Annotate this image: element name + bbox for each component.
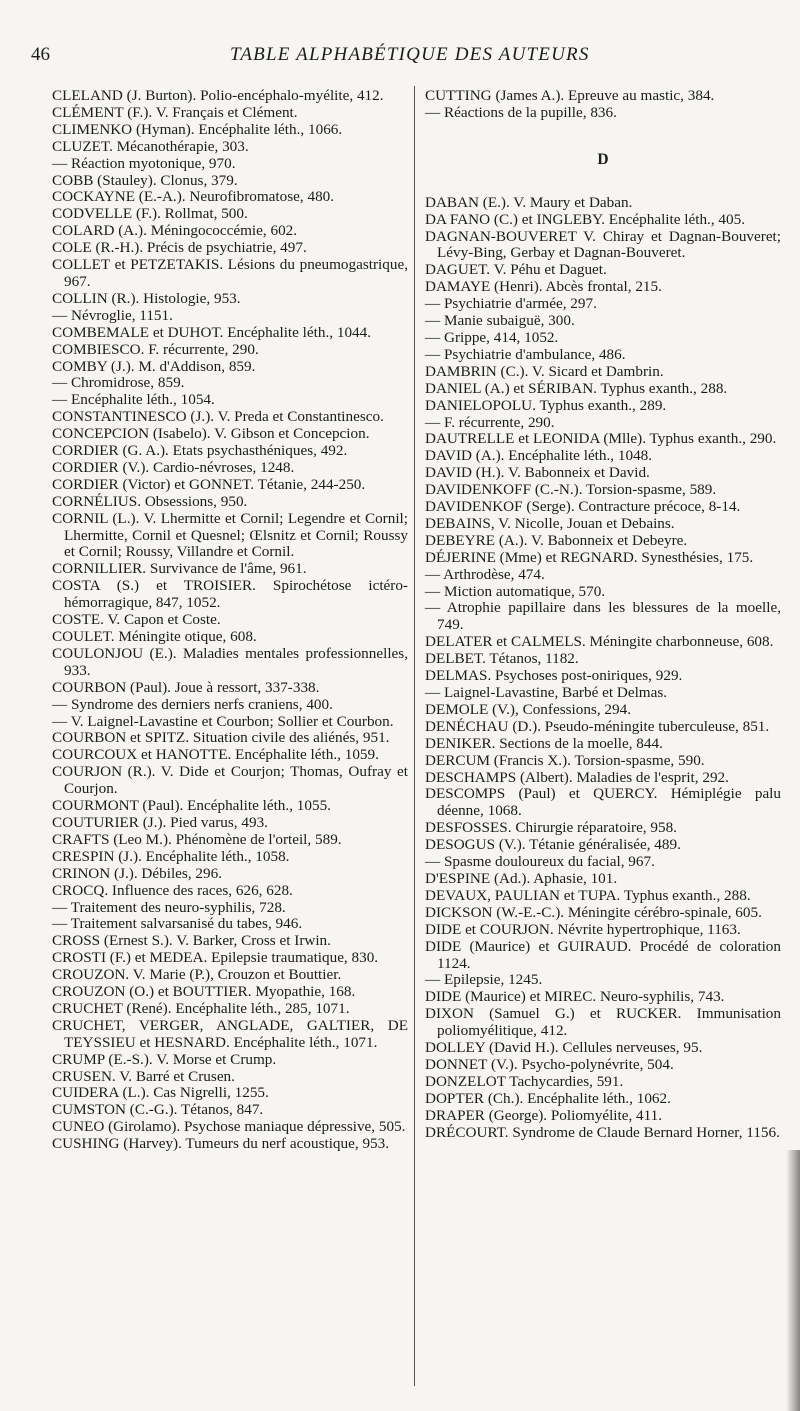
- index-entry: — Spasme douloureux du facial, 967.: [425, 853, 655, 871]
- index-entry: CROSS (Ernest S.). V. Barker, Cross et Irwin.: [52, 932, 331, 950]
- index-entry: — Chromidrose, 859.: [52, 374, 185, 392]
- index-entry: CRUCHET, VERGER, ANGLADE, GALTIER, DE TEYSSIEU et HESNARD. Encéphalite léth., 1071.: [52, 1016, 408, 1051]
- index-entry: DEVAUX, PAULIAN et TUPA. Typhus exanth., 288.: [425, 886, 751, 904]
- left-column: [52, 88, 408, 1153]
- index-entry: COSTA (S.) et TROISIER. Spirochétose ictéro-hémorragique, 847, 1052.: [52, 577, 408, 612]
- index-entry: CUNEO (Girolamo). Psychose maniaque dépressive, 505.: [52, 1118, 406, 1136]
- index-entry: CRUMP (E.-S.). V. Morse et Crump.: [52, 1050, 277, 1068]
- index-entry: — Atrophie papillaire dans les blessures de la moelle, 749.: [425, 599, 781, 634]
- index-entry: COBB (Stauley). Clonus, 379.: [52, 171, 238, 189]
- index-entry: CORNÉLIUS. Obsessions, 950.: [52, 492, 248, 510]
- index-entry: DAVID (H.). V. Babonneix et David.: [425, 464, 650, 482]
- index-entry: CONSTANTINESCO (J.). V. Preda et Constantinesco.: [52, 408, 384, 426]
- index-entry: — Syndrome des derniers nerfs craniens, 400.: [52, 695, 333, 713]
- index-entry: COLLET et PETZETAKIS. Lésions du pneumogastrique, 967.: [52, 256, 408, 290]
- index-entry: DEMOLE (V.), Confessions, 294.: [425, 700, 632, 718]
- index-entry: CLÉMENT (F.). V. Français et Clément.: [52, 103, 298, 121]
- index-entry: DIDE (Maurice) et MIREC. Neuro-syphilis, 743.: [425, 988, 725, 1006]
- right-column: [425, 88, 781, 1141]
- index-entry: DENÉCHAU (D.). Pseudo-méningite tuberculeuse, 851.: [425, 717, 770, 735]
- index-entry: DIXON (Samuel G.) et RUCKER. Immunisation poliomyélitique, 412.: [425, 1005, 781, 1040]
- index-entry: DELMAS. Psychoses post-oniriques, 929.: [425, 667, 683, 685]
- index-entry: — Encéphalite léth., 1054.: [52, 391, 215, 409]
- index-entry: CORDIER (Victor) et GONNET. Tétanie, 244-250.: [52, 475, 366, 493]
- index-entry: — Epilepsie, 1245.: [425, 971, 543, 989]
- index-entry: COURMONT (Paul). Encéphalite léth., 1055.: [52, 797, 331, 815]
- index-entry: COLARD (A.). Méningococcémie, 602.: [52, 222, 298, 240]
- index-entry: DONNET (V.). Psycho-polynévrite, 504.: [425, 1055, 674, 1073]
- index-entry: CORNIL (L.). V. Lhermitte et Cornil; Legendre et Cornil; Lhermitte, Cornil et Quesnel; Œlsnitz et Cornil; Roussy et Cornil; Roussy, Villandre et Cornil.: [52, 509, 408, 561]
- index-entry: DABAN (E.). V. Maury et Daban.: [425, 193, 633, 211]
- index-entry: — Miction automatique, 570.: [425, 582, 606, 600]
- index-entry: CRUCHET (René). Encéphalite léth., 285, 1071.: [52, 999, 350, 1017]
- index-entry: DAGUET. V. Péhu et Daguet.: [425, 261, 607, 279]
- index-entry: COURBON (Paul). Joue à ressort, 337-338.: [52, 678, 320, 696]
- index-entry: DOPTER (Ch.). Encéphalite léth., 1062.: [425, 1089, 671, 1107]
- index-entry: DAUTRELLE et LEONIDA (Mlle). Typhus exanth., 290.: [425, 430, 777, 448]
- index-entry: DA FANO (C.) et INGLEBY. Encéphalite léth., 405.: [425, 210, 746, 228]
- index-entry: COUTURIER (J.). Pied varus, 493.: [52, 813, 268, 831]
- index-entry: CUTTING (James A.). Epreuve au mastic, 384.: [425, 87, 715, 104]
- index-entry: — Traitement des neuro-syphilis, 728.: [52, 898, 286, 916]
- index-entry: DANIEL (A.) et SÉRIBAN. Typhus exanth., 288.: [425, 379, 728, 397]
- index-entry: CORNILLIER. Survivance de l'âme, 961.: [52, 560, 307, 578]
- section-letter: D: [597, 150, 609, 168]
- index-entry: — Réactions de la pupille, 836.: [425, 103, 617, 121]
- index-entry: DESCOMPS (Paul) et QUERCY. Hémiplégie palu déenne, 1068.: [425, 785, 781, 820]
- index-entry: — Névroglie, 1151.: [52, 306, 173, 324]
- index-entry: DEBEYRE (A.). V. Babonneix et Debeyre.: [425, 531, 688, 549]
- index-entry: DÉJERINE (Mme) et REGNARD. Synesthésies, 175.: [425, 548, 754, 566]
- index-entry: COMBIESCO. F. récurrente, 290.: [52, 340, 259, 358]
- running-title: TABLE ALPHABÉTIQUE DES AUTEURS: [230, 44, 590, 65]
- index-entry: CUSHING (Harvey). Tumeurs du nerf acoustique, 953.: [52, 1135, 390, 1153]
- index-entry: COMBY (J.). M. d'Addison, 859.: [52, 357, 256, 375]
- index-entry: DAVID (A.). Encéphalite léth., 1048.: [425, 447, 653, 465]
- index-entry: CRINON (J.). Débiles, 296.: [52, 864, 222, 882]
- index-entry: COURCOUX et HANOTTE. Encéphalite léth., 1059.: [52, 746, 379, 764]
- index-entry: — Laignel-Lavastine, Barbé et Delmas.: [425, 684, 668, 701]
- index-entry: DAVIDENKOF (Serge). Contracture précoce, 8-14.: [425, 498, 741, 516]
- index-entry: CRESPIN (J.). Encéphalite léth., 1058.: [52, 847, 290, 865]
- index-entry: CROUZON. V. Marie (P.), Crouzon et Bouttier.: [52, 966, 342, 984]
- index-entry: DEBAINS, V. Nicolle, Jouan et Debains.: [425, 514, 675, 532]
- index-entry: DANIELOPOLU. Typhus exanth., 289.: [425, 396, 667, 414]
- index-entry: CROUZON (O.) et BOUTTIER. Myopathie, 168.: [52, 983, 356, 1001]
- index-entry: CLUZET. Mécanothérapie, 303.: [52, 137, 249, 155]
- index-entry: COURBON et SPITZ. Situation civile des aliénés, 951.: [52, 729, 390, 747]
- index-entry: CORDIER (G. A.). Etats psychasthéniques, 492.: [52, 442, 348, 460]
- index-entry: — Arthrodèse, 474.: [425, 565, 545, 583]
- index-entry: — Grippe, 414, 1052.: [425, 328, 559, 346]
- index-entry: DICKSON (W.-E.-C.). Méningite cérébro-spinale, 605.: [425, 903, 762, 921]
- index-entry: DESFOSSES. Chirurgie réparatoire, 958.: [425, 819, 677, 837]
- index-entry: — Traitement salvarsanisé du tabes, 946.: [52, 915, 303, 933]
- index-entry: CRAFTS (Leo M.). Phénomène de l'orteil, 589.: [52, 830, 342, 848]
- index-entry: DAGNAN-BOUVERET V. Chiray et Dagnan-Bouveret; Lévy-Bing, Gerbay et Dagnan-Bouveret.: [425, 227, 781, 262]
- index-entry: DIDE (Maurice) et GUIRAUD. Procédé de coloration 1124.: [425, 937, 781, 972]
- index-entry: COCKAYNE (E.-A.). Neurofibromatose, 480.: [52, 188, 335, 206]
- index-entry: DIDE et COURJON. Névrite hypertrophique, 1163.: [425, 920, 741, 938]
- index-entry: CRUSEN. V. Barré et Crusen.: [52, 1067, 235, 1085]
- index-entry: DONZELOT Tachycardies, 591.: [425, 1072, 624, 1090]
- index-entry: COLLIN (R.). Histologie, 953.: [52, 289, 241, 307]
- index-entry: CUIDERA (L.). Cas Nigrelli, 1255.: [52, 1084, 269, 1102]
- page-header: [0, 44, 800, 70]
- index-entry: COULET. Méningite otique, 608.: [52, 628, 257, 645]
- index-entry: DELBET. Tétanos, 1182.: [425, 650, 579, 668]
- index-entry: DAMAYE (Henri). Abcès frontal, 215.: [425, 278, 662, 296]
- index-entry: COLE (R.-H.). Précis de psychiatrie, 497.: [52, 239, 307, 257]
- index-entry: COSTE. V. Capon et Coste.: [52, 611, 221, 629]
- right-column-entries: [425, 195, 781, 1142]
- index-entry: DELATER et CALMELS. Méningite charbonneuse, 608.: [425, 633, 774, 651]
- scan-edge-shadow: [786, 1150, 800, 1411]
- index-entry: — Psychiatrie d'ambulance, 486.: [425, 345, 626, 363]
- index-entry: DOLLEY (David H.). Cellules nerveuses, 95.: [425, 1039, 703, 1057]
- index-entry: DESCHAMPS (Albert). Maladies de l'esprit, 292.: [425, 768, 729, 786]
- page-number: 46: [31, 44, 50, 65]
- index-entry: COMBEMALE et DUHOT. Encéphalite léth., 1044.: [52, 323, 372, 341]
- index-entry: — Manie subaiguë, 300.: [425, 312, 575, 330]
- right-column-top: [425, 88, 781, 122]
- index-entry: CLELAND (J. Burton). Polio-encéphalo-myélite, 412.: [52, 87, 384, 104]
- index-entry: CORDIER (V.). Cardio-névroses, 1248.: [52, 458, 295, 476]
- index-entry: — V. Laignel-Lavastine et Courbon; Sollier et Courbon.: [52, 712, 394, 730]
- index-entry: DAVIDENKOFF (C.-N.). Torsion-spasme, 589.: [425, 481, 717, 499]
- index-entry: DAMBRIN (C.). V. Sicard et Dambrin.: [425, 362, 664, 380]
- index-entry: CODVELLE (F.). Rollmat, 500.: [52, 205, 248, 223]
- index-entry: — F. récurrente, 290.: [425, 413, 555, 431]
- index-entry: CONCEPCION (Isabelo). V. Gibson et Concepcion.: [52, 425, 370, 443]
- index-entry: CLIMENKO (Hyman). Encéphalite léth., 1066.: [52, 120, 343, 138]
- index-entry: COULONJOU (E.). Maladies mentales professionnelles, 933.: [52, 644, 408, 679]
- index-entry: — Réaction myotonique, 970.: [52, 154, 236, 172]
- index-entry: CROCQ. Influence des races, 626, 628.: [52, 881, 293, 899]
- index-entry: DESOGUS (V.). Tétanie généralisée, 489.: [425, 836, 681, 854]
- index-entry: COURJON (R.). V. Dide et Courjon; Thomas, Oufray et Courjon.: [52, 763, 408, 798]
- index-entry: DRÉCOURT. Syndrome de Claude Bernard Horner, 1156.: [425, 1123, 780, 1141]
- column-rule: [414, 86, 415, 1386]
- index-entry: CUMSTON (C.-G.). Tétanos, 847.: [52, 1101, 264, 1119]
- index-entry: CROSTI (F.) et MEDEA. Epilepsie traumatique, 830.: [52, 949, 379, 967]
- index-entry: DRAPER (George). Poliomyélite, 411.: [425, 1106, 663, 1124]
- index-entry: — Psychiatrie d'armée, 297.: [425, 295, 597, 313]
- index-entry: DENIKER. Sections de la moelle, 844.: [425, 734, 663, 752]
- index-entry: D'ESPINE (Ad.). Aphasie, 101.: [425, 869, 618, 887]
- index-entry: DERCUM (Francis X.). Torsion-spasme, 590.: [425, 751, 705, 769]
